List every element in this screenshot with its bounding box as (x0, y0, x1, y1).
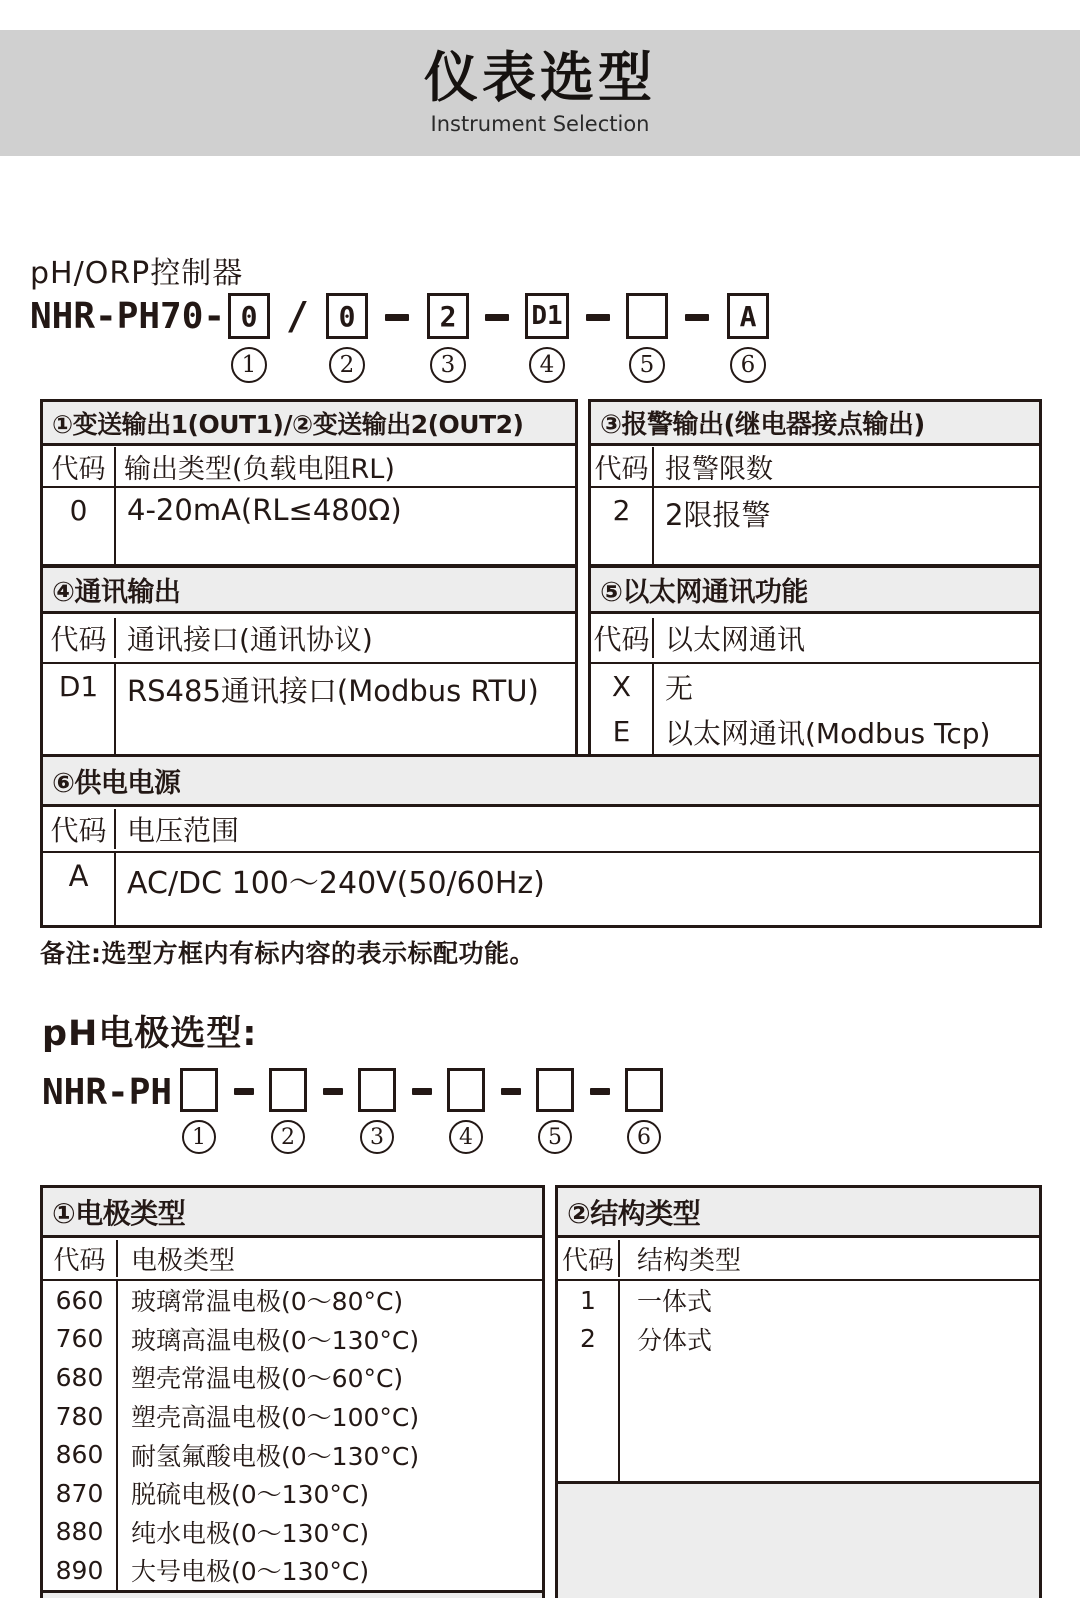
code-cell: E (591, 709, 654, 754)
model1-index-1: 1 (231, 347, 267, 383)
desc-cell: 以太网通讯(Modbus Tcp) (665, 716, 991, 750)
type-column-header: 以太网通讯 (665, 623, 806, 656)
model2-index-4: 4 (449, 1120, 483, 1154)
desc-cell: 大号电极(0～130°C) (131, 1557, 370, 1587)
table-row (591, 709, 1039, 754)
section-header: ③报警输出(继电器接点输出) (591, 402, 1039, 446)
model2-box-2 (269, 1068, 307, 1112)
code-cell: 2 (591, 488, 654, 564)
section-header: ②结构类型 (558, 1188, 1039, 1238)
code-column-header: 代码 (43, 809, 116, 849)
code-cell: D1 (43, 664, 116, 754)
table-row (43, 488, 575, 564)
page-title: 仪表选型 (424, 45, 656, 109)
desc-cell: 分体式 (637, 1325, 713, 1355)
code-cell: 680 (43, 1358, 118, 1397)
desc-cell: 一体式 (637, 1287, 713, 1317)
controller-model-prefix: NHR-PH70- (30, 296, 226, 337)
table-section-power-supply (40, 754, 1042, 928)
model2-index-5: 5 (538, 1120, 572, 1154)
code-cell: 1 (558, 1281, 620, 1320)
dash-separator (586, 314, 610, 321)
code-cell: 780 (43, 1397, 118, 1436)
desc-cell: 耐氢氟酸电极(0～130°C) (131, 1441, 420, 1471)
dash-separator (590, 1088, 610, 1095)
model1-box-6: A (727, 293, 769, 339)
section-header: ①电极类型 (43, 1188, 542, 1238)
model1-index-6: 6 (730, 347, 766, 383)
table-section-ethernet (588, 565, 1042, 757)
model1-index-5: 5 (629, 347, 665, 383)
desc-cell: 玻璃高温电极(0～130°C) (131, 1325, 420, 1355)
dash-separator (501, 1088, 521, 1095)
page-subtitle: Instrument Selection (430, 112, 650, 137)
model2-index-1: 1 (182, 1120, 216, 1154)
desc-cell: 无 (665, 671, 694, 705)
code-cell: A (43, 853, 116, 925)
dash-separator (234, 1088, 254, 1095)
table-section-transmit-output (40, 399, 578, 567)
model2-box-5 (536, 1068, 574, 1112)
code-cell: 660 (43, 1281, 118, 1320)
model1-box-3: 2 (427, 293, 469, 339)
table-row (43, 1358, 542, 1397)
desc-cell: 塑壳常温电极(0～60°C) (131, 1364, 404, 1394)
model1-slash: / (286, 294, 309, 338)
model1-box-1: 0 (228, 293, 270, 339)
model2-index-6: 6 (627, 1120, 661, 1154)
section-header: ⑤以太网通讯功能 (591, 568, 1039, 614)
table-section-comm-output (40, 565, 578, 757)
table-row (43, 1281, 542, 1320)
table-row (43, 1397, 542, 1436)
table-section-structure-type (555, 1185, 1042, 1598)
table-row (43, 1513, 542, 1552)
desc-cell: 脱硫电极(0～130°C) (131, 1480, 370, 1510)
code-column-header: 代码 (591, 618, 654, 658)
code-column-header: 代码 (591, 447, 654, 486)
dash-separator (412, 1088, 432, 1095)
section-header: ①变送输出1(OUT1)/②变送输出2(OUT2) (43, 402, 575, 446)
model1-index-3: 3 (430, 347, 466, 383)
table-row (591, 488, 1039, 564)
electrode-heading: pH电极选型: (42, 1014, 258, 1054)
model1-box-4: D1 (525, 293, 569, 339)
table-section-alarm-output (588, 399, 1042, 567)
model1-box-5 (626, 293, 668, 339)
next-section-header-partial (43, 1593, 542, 1598)
type-column-header: 结构类型 (637, 1246, 742, 1276)
type-column-header: 报警限数 (665, 453, 773, 485)
next-section-header-partial (558, 1484, 1039, 1598)
table-row (591, 664, 1039, 709)
code-column-header: 代码 (43, 447, 116, 486)
model1-box-2: 0 (326, 293, 368, 339)
section-header: ④通讯输出 (43, 568, 575, 614)
desc-cell: RS485通讯接口(Modbus RTU) (127, 674, 539, 708)
code-cell: 870 (43, 1474, 118, 1513)
code-column-header: 代码 (558, 1240, 620, 1277)
type-column-header: 电压范围 (127, 814, 240, 847)
section-header: ⑥供电电源 (43, 757, 1039, 807)
note-text: 备注:选型方框内有标内容的表示标配功能。 (40, 939, 535, 968)
code-cell: 890 (43, 1551, 118, 1590)
model1-index-2: 2 (329, 347, 365, 383)
dash-separator (685, 314, 709, 321)
table-row (43, 664, 575, 754)
electrode-model-prefix: NHR-PH (42, 1072, 173, 1113)
table-row (43, 1474, 542, 1513)
code-cell: 0 (43, 488, 116, 564)
table-row (43, 1551, 542, 1590)
table-section-electrode-type (40, 1185, 545, 1598)
code-cell: X (591, 664, 654, 709)
type-column-header: 输出类型(负载电阻RL) (124, 453, 395, 485)
model2-box-1 (180, 1068, 218, 1112)
desc-cell: 塑壳高温电极(0～100°C) (131, 1403, 420, 1433)
code-column-header: 代码 (43, 618, 116, 658)
table-row (558, 1320, 1039, 1359)
model2-index-3: 3 (360, 1120, 394, 1154)
type-column-header: 电极类型 (131, 1246, 236, 1276)
desc-cell: 玻璃常温电极(0～80°C) (131, 1287, 404, 1317)
dash-separator (385, 314, 409, 321)
controller-heading: pH/ORP控制器 (30, 256, 244, 291)
page-banner (0, 30, 1080, 156)
model1-index-4: 4 (529, 347, 565, 383)
code-column-header: 代码 (43, 1240, 118, 1277)
code-cell: 2 (558, 1320, 620, 1359)
desc-cell: 4-20mA(RL≤480Ω) (127, 493, 402, 527)
table-row (43, 1435, 542, 1474)
model2-box-3 (358, 1068, 396, 1112)
table-row (558, 1281, 1039, 1320)
code-cell: 860 (43, 1435, 118, 1474)
desc-cell: AC/DC 100～240V(50/60Hz) (127, 866, 545, 901)
model2-index-2: 2 (271, 1120, 305, 1154)
dash-separator (485, 314, 509, 321)
code-cell: 880 (43, 1513, 118, 1552)
table-row (43, 853, 1039, 925)
code-cell: 760 (43, 1320, 118, 1359)
table-row (43, 1320, 542, 1359)
type-column-header: 通讯接口(通讯协议) (127, 623, 373, 656)
desc-cell: 纯水电极(0～130°C) (131, 1518, 370, 1548)
model2-box-6 (625, 1068, 663, 1112)
dash-separator (323, 1088, 343, 1095)
model2-box-4 (447, 1068, 485, 1112)
desc-cell: 2限报警 (665, 498, 771, 532)
